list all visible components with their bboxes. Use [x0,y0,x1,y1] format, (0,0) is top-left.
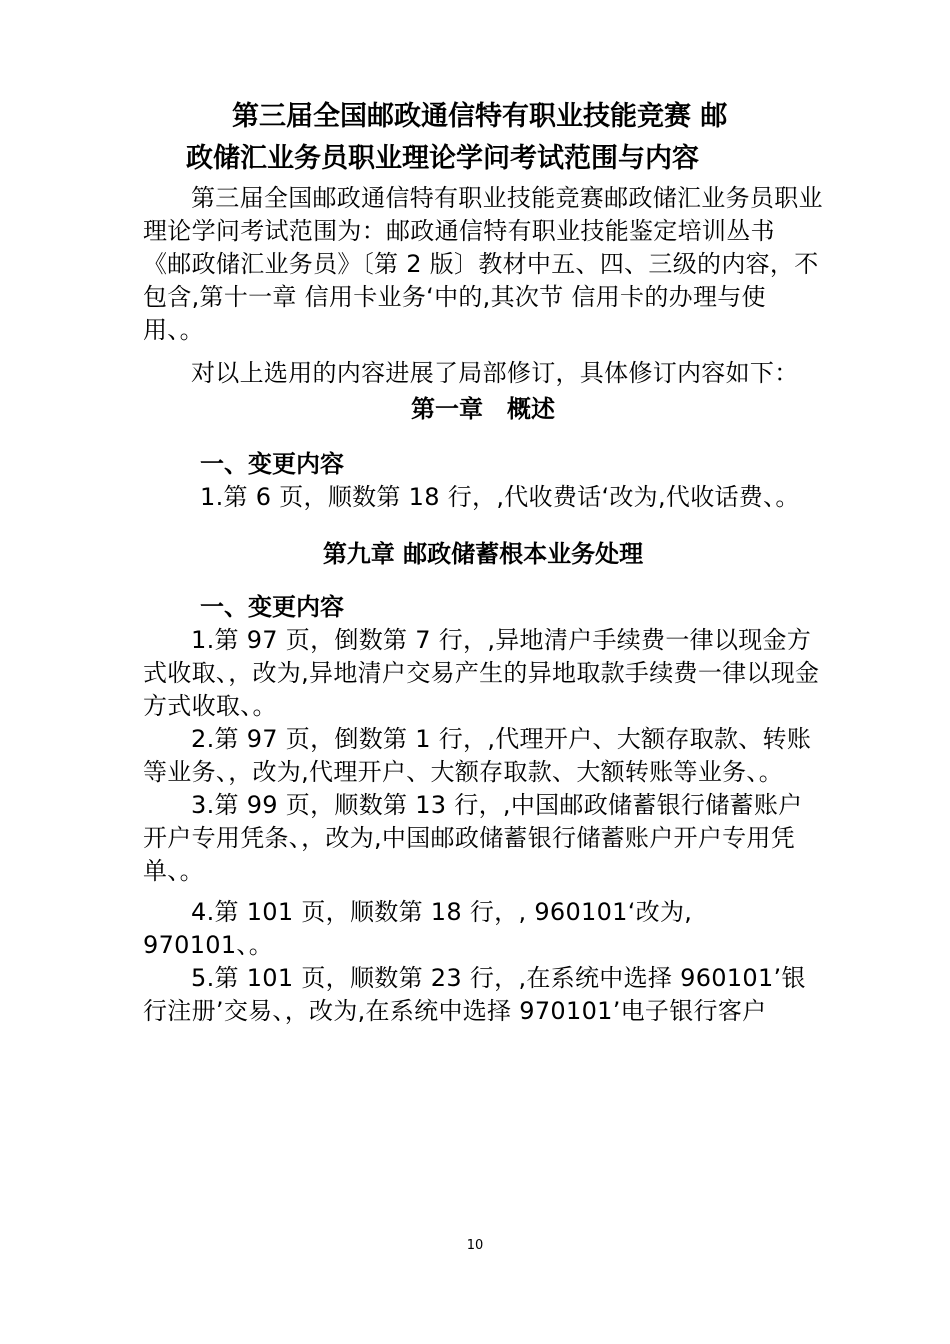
chapter-9-item-3: 3.第 99 页，顺数第 13 行，,中国邮政储蓄银行储蓄账户开户专用凭条、，改为,中国邮政储蓄银行储蓄账户开户专用凭单、。 [143,791,803,885]
chapter-9-section-heading: 一、变更内容 [200,593,344,621]
document-title-line-1: 第三届全国邮政通信特有职业技能竞赛 邮 [232,101,728,132]
chapter-9-item-1: 1.第 97 页，倒数第 7 行，,异地清户手续费一律以现金方式收取、，改为,异地清户交易产生的异地取款手续费一律以现金方式收取、。 [143,626,820,720]
chapter-9-item-4: 4.第 101 页，顺数第 18 行，, 960101‘改为, 970101、。 [143,898,693,959]
document-title-line-2: 政储汇业务员职业理论学问考试范围与内容 [186,143,699,174]
chapter-9-heading: 第九章 邮政储蓄根本业务处理 [322,540,644,568]
page-number: 10 [466,1238,484,1253]
document-body [143,96,823,1028]
chapter-1-item-1: 1.第 6 页，顺数第 18 行，,代收费话‘改为,代收话费、。 [200,483,800,511]
chapter-1-heading: 第一章 概述 [411,395,555,423]
revision-note: 对以上选用的内容进展了局部修订，具体修订内容如下： [191,359,799,387]
chapter-1-section-heading: 一、变更内容 [200,450,344,478]
intro-paragraph: 第三届全国邮政通信特有职业技能竞赛邮政储汇业务员职业理论学问考试范围为：邮政通信特有职业技能鉴定培训丛书《邮政储汇业务员》〔第 2 版〕教材中五、四、三级的内容，不包含,第十一章 信用卡业务‘中的,其次节 信用卡的办理与使用、。 [143,184,823,344]
chapter-9-item-5: 5.第 101 页，顺数第 23 行，,在系统中选择 960101’银行注册’交易、，改为,在系统中选择 970101’电子银行客户 [143,964,806,1025]
chapter-9-item-2: 2.第 97 页，倒数第 1 行，,代理开户、大额存取款、转账等业务、，改为,代理开户、大额存取款、大额转账等业务、。 [143,725,812,786]
